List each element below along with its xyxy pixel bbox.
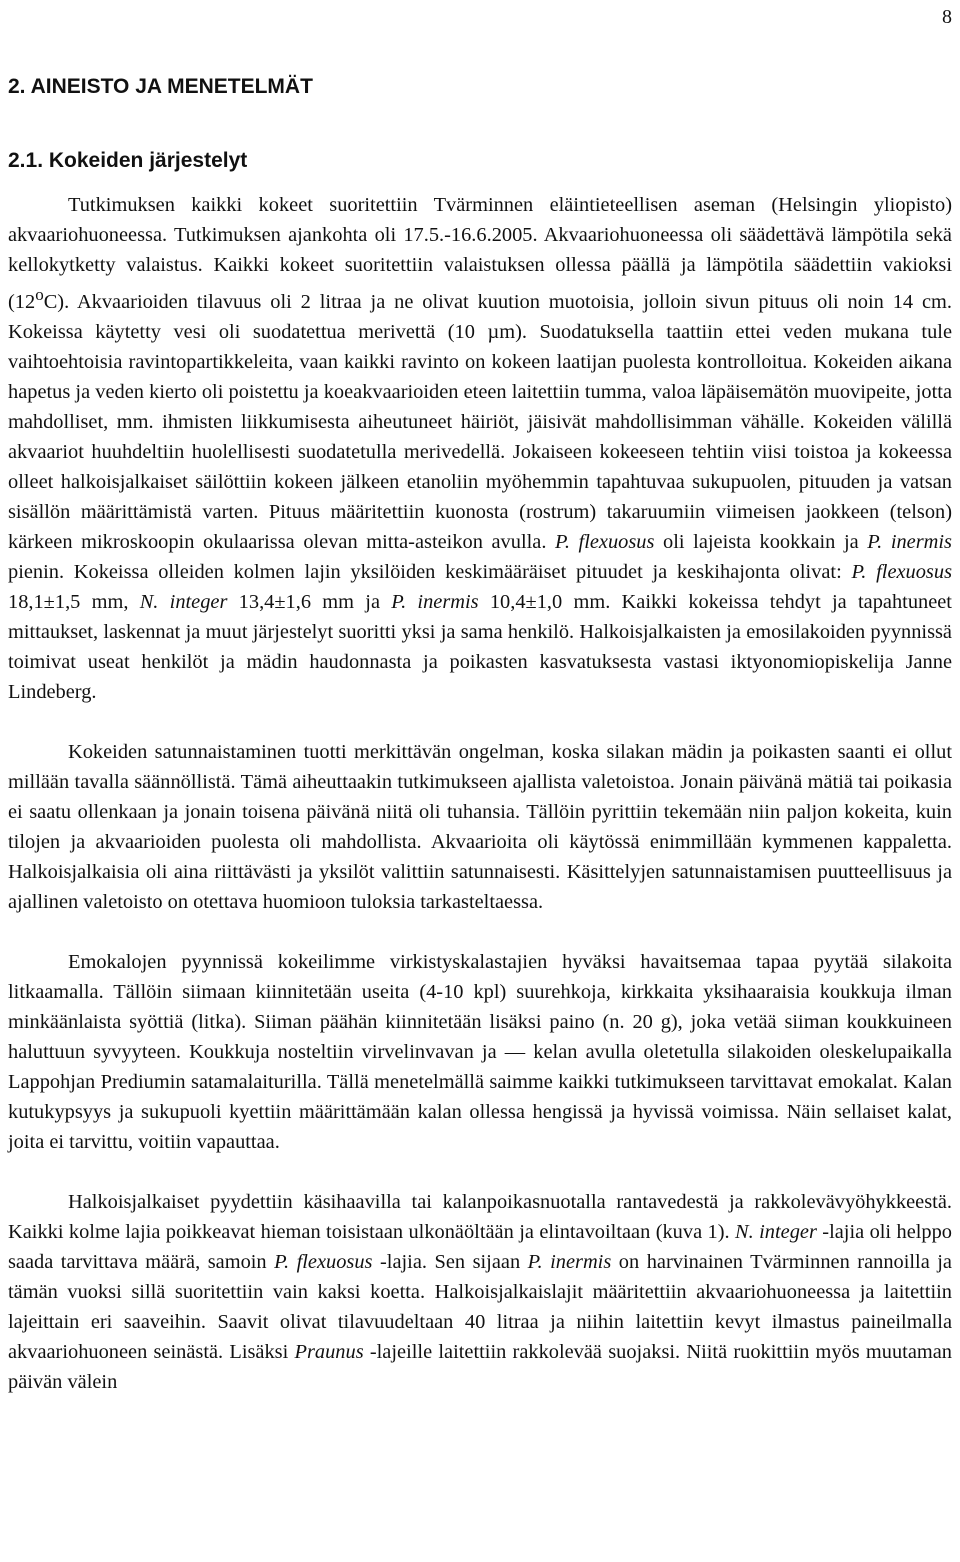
species-name: P. inermis [391,590,479,613]
text-segment: pienin. Kokeissa olleiden kolmen lajin yksilöiden keskimääräiset pituudet ja keskihajonta olivat: [8,560,852,583]
body-text [8,190,952,1397]
paragraph [8,737,952,917]
species-name: N. integer [139,590,228,613]
text-segment: on harvinainen Tvärminnen rannoilla ja tämän vuoksi sillä suoritettiin vain kaksi koetta. Halkoisjalkaislajit määritettiin akvaariohuoneessa ja laitettiin lajeittain eri saaveihin. Saavit olivat tilavuudeltaan 40 litraa ja niihin laitettiin kevyt ilmastus paineilmalla akvaariohuoneen seinästä. Lisäksi [8,1250,952,1363]
paragraph [8,190,952,707]
species-name: Praunus [294,1340,364,1363]
species-name: P. flexuosus [851,560,952,583]
species-name: P. inermis [867,530,952,553]
subsection-title: 2.1. Kokeiden järjestelyt [8,149,248,172]
text-segment: oli lajeista kookkain ja [654,530,868,553]
superscript: o [35,285,44,304]
text-segment: -lajeille laitettiin rakkolevää suojaksi. Niitä ruokittiin myös muutaman päivän välein [8,1340,952,1393]
text-segment: 13,4±1,6 mm ja [227,590,392,613]
paragraph [8,1187,952,1397]
text-segment: -lajia oli helppo saada tarvittava määrä, samoin [8,1220,952,1273]
text-segment: 10,4±1,0 mm. Kaikki kokeissa tehdyt ja tapahtuneet mittaukset, laskennat ja muut järjestelyt suoritti yksi ja sama henkilö. Halkoisjalkaisten ja emosilakoiden pyynnissä toimivat useat henkilöt ja mädin haudonnasta ja poikasten kasvatuksesta vastasi iktyonomiopiskelija Janne Lindeberg. [8,590,952,703]
text-segment: -lajia. Sen sijaan [372,1250,528,1273]
species-name: P. inermis [527,1250,612,1273]
paragraph [8,947,952,1157]
section-title: 2. AINEISTO JA MENETELMÄT [8,75,313,98]
text-segment: Tutkimuksen kaikki kokeet suoritettiin Tvärminnen eläintieteellisen aseman (Helsingin yliopisto) akvaariohuoneessa. Tutkimuksen ajankohta oli 17.5.-16.6.2005. Akvaariohuoneessa oli säädettävä lämpötila sekä kellokytketty valaistus. Kaikki kokeet suoritettiin valaistuksen ollessa päällä ja lämpötila säädettiin vakioksi (12 [8,194,952,313]
text-segment: Halkoisjalkaiset pyydettiin käsihaavilla tai kalanpoikasnuotalla rantavedestä ja rakkolevävyöhykkeestä. Kaikki kolme lajia poikkeavat hieman toisistaan ulkonäöltään ja elintavoiltaan (kuva 1). [8,1190,952,1243]
species-name: P. flexuosus [274,1250,373,1273]
text-segment: 18,1±1,5 mm, [8,590,140,613]
species-name: N. integer [735,1220,817,1243]
text-segment: C). Akvaarioiden tilavuus oli 2 litraa ja ne olivat kuution muotoisia, jolloin sivun pituus oli noin 14 cm. Kokeissa käytetty vesi oli suodatettua merivettä (10 µm). Suodatuksella taattiin ettei veden mukana tule vaihtoehtoisia ravintopartikkeleita, vaan kaikki ravinto on kokeen laatijan puolesta kontrolloitua. Kokeiden aikana hapetus ja veden kierto oli poistettu ja koeakvaarioiden eteen laitettiin tumma, valoa läpäisemätön muovipeite, jotta mahdolliset, mm. ihmisten liikkumisesta aiheutuneet häiriöt, jäisivät mahdollisimman vähälle. Kokeiden välillä akvaariot huuhdeltiin huolellisesti suodatetulla merivedellä. Jokaiseen kokeeseen tehtiin viisi toistoa ja kokeessa olleet halkoisjalkaiset säilöttiin kokeen jälkeen etanoliin myöhemmin tapahtuvaa sukupuolen, pituuden ja vatsan sisällön määrittämistä varten. Pituus määritettiin kuonosta (rostrum) takaruumiin viimeisen jaokkeen (telson) kärkeen mikroskoopin okulaarissa olevan mitta-asteikon avulla. [8,290,952,553]
species-name: P. flexuosus [555,530,655,553]
page-body [8,72,952,1427]
page-number: 8 [942,6,952,28]
text-segment: Emokalojen pyynnissä kokeilimme virkistyskalastajien hyväksi havaitsemaa tapaa pyytää silakoita litkaamalla. Tällöin siimaan kiinnitetään useita (4-10 kpl) suurehkoja, kirkkaita yksihaaraisia koukkuja ilman minkäänlaista syöttiä (litka). Siiman päähän kiinnitetään lisäksi paino (n. 20 g), joka vetää siiman koukkuineen haluttuun syvyyteen. Koukkuja nosteltiin virvelinvavan ja — kelan avulla oletetulla silakoiden oleskelupaikalla Lappohjan Prediumin satamalaiturilla. Tällä menetelmällä saimme kaikki tutkimukseen tarvittavat emokalat. Kalan kutukypsyys ja sukupuoli kyettiin määrittämään kalan ollessa hengissä ja hyvissä voimissa. Näin sellaiset kalat, joita ei tarvittu, voitiin vapauttaa. [8,950,952,1153]
text-segment: Kokeiden satunnaistaminen tuotti merkittävän ongelman, koska silakan mädin ja poikasten saanti ei ollut millään tavalla säännöllistä. Tämä aiheuttaakin tutkimukseen ajallista valetoistoa. Jonain päivänä mätiä tai poikasia ei saatu ollenkaan ja jonain toisena päivänä niitä oli tuhansia. Tällöin pyrittiin tekemään niin paljon kokeita, kuin tilojen ja akvaarioiden puolesta oli mahdollista. Akvaarioita oli käytössä enimmillään kymmenen kappaletta. Halkoisjalkaisia oli aina riittävästi ja yksilöt valittiin satunnaisesti. Käsittelyjen satunnaistamisen puutteellisuus ja ajallinen valetoisto on otettava huomioon tuloksia tarkasteltaessa. [8,740,952,913]
